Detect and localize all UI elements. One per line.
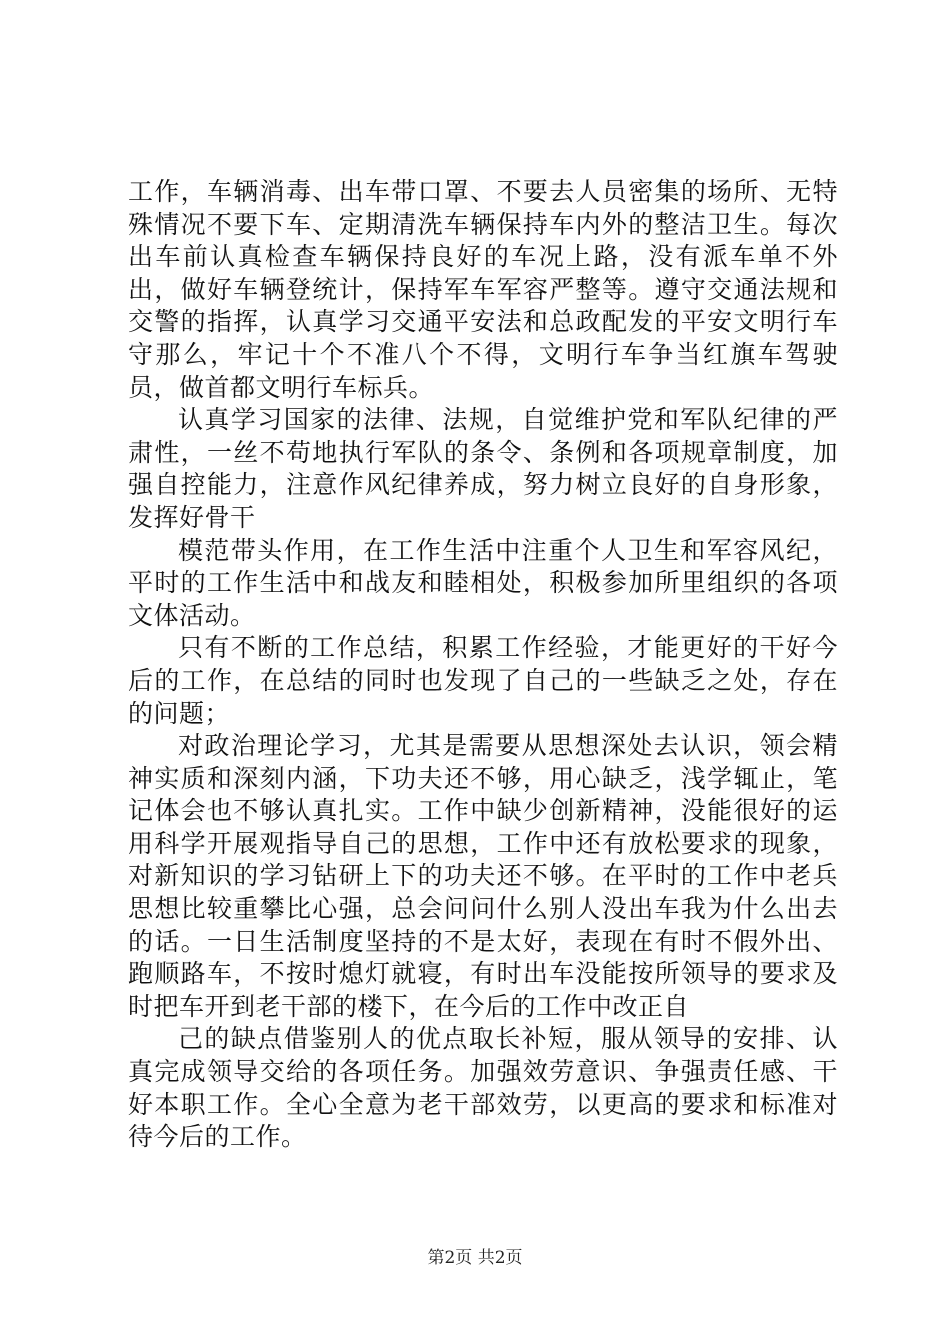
paragraph-4: 只有不断的工作总结，积累工作经验，才能更好的干好今后的工作，在总结的同时也发现了自己的一些缺乏之处，存在的问题； — [128, 633, 838, 728]
document-body — [128, 176, 838, 1154]
paragraph-2: 认真学习国家的法律、法规，自觉维护党和军队纪律的严肃性，一丝不苟地执行军队的条令、条例和各项规章制度，加强自控能力，注意作风纪律养成，努力树立良好的自身形象，发挥好骨干 — [128, 405, 838, 532]
paragraph-1: 工作，车辆消毒、出车带口罩、不要去人员密集的场所、无特殊情况不要下车、定期清洗车辆保持车内外的整洁卫生。每次出车前认真检查车辆保持良好的车况上路，没有派车单不外出，做好车辆登统计，保持军车军容严整等。遵守交通法规和交警的指挥，认真学习交通平安法和总政配发的平安文明行车守那么，牢记十个不准八个不得，文明行车争当红旗车驾驶员，做首都文明行车标兵。 — [128, 177, 838, 402]
page-footer: 第2页 共2页 — [427, 1248, 523, 1268]
paragraph-3: 模范带头作用，在工作生活中注重个人卫生和军容风纪，平时的工作生活中和战友和睦相处，积极参加所里组织的各项文体活动。 — [128, 535, 838, 630]
paragraph-5: 对政治理论学习，尤其是需要从思想深处去认识，领会精神实质和深刻内涵，下功夫还不够，用心缺乏，浅学辄止，笔记体会也不够认真扎实。工作中缺少创新精神，没能很好的运用科学开展观指导自己的思想，工作中还有放松要求的现象，对新知识的学习钻研上下的功夫还不够。在平时的工作中老兵思想比较重攀比心强，总会问问什么别人没出车我为什么出去的话。一日生活制度坚持的不是太好，表现在有时不假外出、跑顺路车，不按时熄灯就寝，有时出车没能按所领导的要求及时把车开到老干部的楼下，在今后的工作中改正自 — [128, 731, 838, 1021]
paragraph-6: 己的缺点借鉴别人的优点取长补短，服从领导的安排、认真完成领导交给的各项任务。加强效劳意识、争强责任感、干好本职工作。全心全意为老干部效劳，以更高的要求和标准对待今后的工作。 — [128, 1024, 838, 1152]
